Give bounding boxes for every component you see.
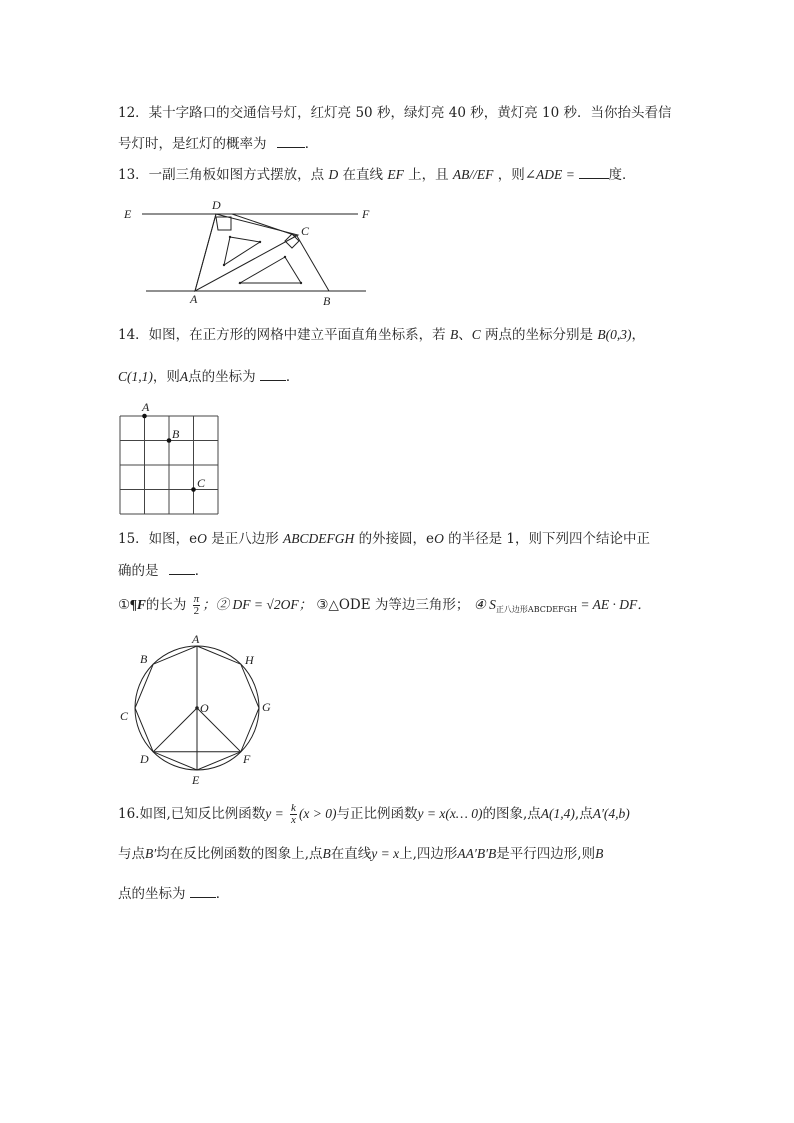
q16-cond: (x > 0) bbox=[298, 806, 337, 821]
label-f: F bbox=[243, 752, 251, 766]
label-h: H bbox=[245, 653, 254, 667]
q13-point-d: D bbox=[328, 167, 339, 182]
q16-l2-mid2: 在直线 bbox=[330, 846, 372, 862]
center-o bbox=[195, 706, 199, 710]
q15-pi: π bbox=[193, 593, 200, 605]
q15-c4-sub: 正八边形ABCDEFGH bbox=[495, 605, 578, 614]
q15-line1 bbox=[118, 530, 650, 548]
segment-od bbox=[153, 708, 197, 752]
q16-l3-prefix: 点的坐标为 bbox=[118, 886, 186, 902]
label-e: E bbox=[124, 207, 132, 221]
q16-x: x bbox=[291, 814, 296, 826]
q13-eq: = bbox=[566, 167, 575, 182]
label-c: C bbox=[197, 476, 206, 490]
q13-figure bbox=[118, 197, 378, 309]
q14-b: B bbox=[449, 327, 459, 342]
label-b: B bbox=[323, 294, 331, 308]
q16-mid: 与正比例函数 bbox=[336, 806, 418, 822]
q16-prop: y = x(x… 0) bbox=[417, 806, 483, 821]
q12-line1: 12．某十字路口的交通信号灯，红灯亮 50 秒，绿灯亮 40 秒，黄灯亮 10 秒．当你抬头看信 bbox=[118, 105, 672, 121]
q12-text: 号灯时，是红灯的概率为 bbox=[118, 136, 267, 152]
q15-c1-fraction bbox=[193, 594, 201, 617]
q14-grid-figure bbox=[120, 400, 230, 518]
q13-line bbox=[118, 166, 636, 184]
q14-a: A bbox=[179, 369, 189, 384]
q16-y-eq: y = bbox=[265, 806, 284, 821]
q12-answer-blank bbox=[277, 135, 305, 148]
q13-suffix: 度． bbox=[608, 167, 636, 183]
q15-conclusions bbox=[118, 592, 651, 623]
q16-l2-mid: 均在反比例函数的图象上,点 bbox=[156, 846, 323, 862]
q16-b: B bbox=[322, 846, 331, 861]
q14-prefix: 14．如图，在正方形的网格中建立平面直角坐标系，若 bbox=[118, 327, 446, 343]
inner-triangle-1 bbox=[224, 237, 260, 265]
q14-c-coord: C(1,1) bbox=[118, 369, 153, 384]
q14-b-coord: B(0,3) bbox=[597, 327, 632, 342]
q16-yx: y = x bbox=[371, 846, 400, 861]
q16-b2: B bbox=[595, 846, 604, 861]
q14-answer-blank bbox=[260, 368, 286, 381]
q15-c3: ③△ODE 为等边三角形； bbox=[316, 597, 470, 613]
inner-triangle-2 bbox=[240, 257, 301, 283]
q14-line2: C(1,1)，则A点的坐标为 ． bbox=[118, 369, 300, 385]
label-c: C bbox=[120, 709, 129, 723]
q14-mid: 两点的坐标分别是 bbox=[485, 327, 594, 343]
q15-octagon-figure bbox=[118, 632, 278, 792]
label-d: D bbox=[140, 752, 149, 766]
q15-mid2: 的外接圆，e bbox=[358, 531, 435, 547]
q15-c4-suffix: = AE · DF． bbox=[577, 597, 651, 612]
q13-answer-blank bbox=[579, 166, 609, 179]
q16-line3: 点的坐标为 ． bbox=[118, 886, 230, 902]
q14-line1 bbox=[118, 326, 645, 344]
q15-line2-text: 确的是 bbox=[118, 563, 159, 579]
q15-suffix: 的半径是 1，则下列四个结论中正 bbox=[448, 531, 650, 547]
q15-answer-blank bbox=[169, 562, 195, 575]
q16-fraction bbox=[290, 803, 297, 826]
label-a: A bbox=[142, 400, 150, 414]
q16-answer-blank bbox=[190, 885, 216, 898]
q15-c1-mid: 的长为 bbox=[145, 597, 187, 613]
q13-mid1: 在直线 bbox=[342, 167, 384, 183]
q16-pa2: A′(4,b) bbox=[592, 806, 630, 821]
q15-prefix: 15．如图，e bbox=[118, 531, 198, 547]
q16-l2-suffix: 是平行四边形,则 bbox=[496, 846, 596, 862]
q15-c1-arc: ¶F bbox=[130, 597, 146, 612]
q14-mid2: ，则 bbox=[152, 369, 180, 385]
q14-sep: 、 bbox=[458, 327, 472, 343]
q14-comma: ， bbox=[631, 327, 645, 343]
q13-line-ef: EF bbox=[387, 167, 404, 182]
label-o: O bbox=[200, 701, 209, 715]
label-f: F bbox=[362, 207, 370, 221]
label-c: C bbox=[301, 224, 310, 238]
q15-o: O bbox=[197, 531, 207, 546]
q12-line2: 号灯时，是红灯的概率为 ． bbox=[118, 136, 319, 152]
q16-prefix: 16.如图,已知反比例函数 bbox=[118, 806, 266, 822]
q13-mid2: 上，且 bbox=[408, 167, 449, 183]
label-b: B bbox=[140, 652, 148, 666]
q16-bp: B′ bbox=[145, 846, 157, 861]
q15-two: 2 bbox=[193, 605, 200, 617]
q13-angle: ADE bbox=[536, 167, 563, 182]
q13-condition: AB//EF bbox=[452, 167, 494, 182]
label-e: E bbox=[192, 773, 200, 787]
right-angle-d bbox=[216, 217, 231, 230]
point-c bbox=[191, 487, 196, 492]
q16-line2 bbox=[118, 845, 603, 863]
q13-mid3: ，则∠ bbox=[497, 167, 537, 183]
q16-l2-mid3: 上,四边形 bbox=[399, 846, 458, 862]
q16-pa: A(1,4) bbox=[540, 806, 575, 821]
label-a: A bbox=[192, 632, 200, 646]
q16-line1 bbox=[118, 799, 630, 829]
q16-mid3: ,点 bbox=[574, 806, 593, 822]
q13-prefix: 13．一副三角板如图方式摆放，点 bbox=[118, 167, 325, 183]
q15-poly: ABCDEFGH bbox=[283, 531, 355, 546]
q16-quad: AA′B′B bbox=[457, 846, 497, 861]
q15-c4-prefix: ④ S bbox=[473, 597, 496, 612]
q16-mid2: 的图象,点 bbox=[482, 806, 541, 822]
q15-o2: O bbox=[434, 531, 444, 546]
q14-suffix: 点的坐标为 bbox=[188, 369, 256, 385]
q16-k: k bbox=[291, 802, 296, 814]
q15-mid: 是正八边形 bbox=[211, 531, 279, 547]
q16-l2-prefix: 与点 bbox=[118, 846, 145, 862]
q15-line2: 确的是 ． bbox=[118, 563, 209, 579]
label-a: A bbox=[190, 292, 198, 306]
label-b: B bbox=[172, 427, 180, 441]
point-b bbox=[167, 438, 172, 443]
label-d: D bbox=[212, 198, 221, 212]
q15-c2: ；② DF = √2OF； bbox=[202, 597, 313, 612]
q14-c: C bbox=[471, 327, 481, 342]
point-a bbox=[142, 414, 147, 419]
label-g: G bbox=[262, 700, 271, 714]
q15-c1-prefix: ① bbox=[118, 597, 131, 613]
